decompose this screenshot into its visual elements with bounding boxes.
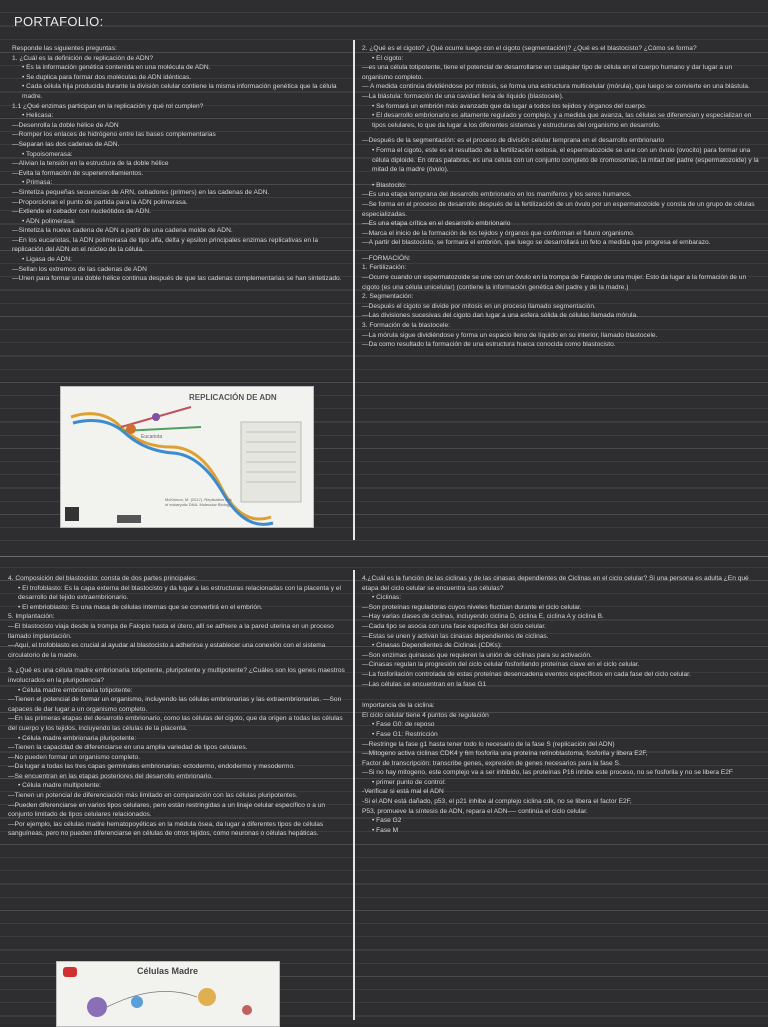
text-line: —Ocurre cuando un espermatozoide se une con un óvulo en la trompa de Falopio de una mujer. Esto da lugar a la formación de un cigoto (es una célula unicelular) (contiene la información genética del padre y de la madre.)	[362, 274, 747, 291]
text-line: • Fase M	[372, 826, 399, 834]
text-line: 4. Composición del blastocisto: consta de dos partes principales:	[8, 575, 198, 582]
text-line: —En las primeras etapas del desarrollo embrionario, como las células del cigoto, que da origen a todas las células del cuerpo y los tejidos, incluyendo las células de la placenta.	[8, 715, 343, 732]
text-line: —Se forma en el proceso de desarrollo después de la fertilización de un óvulo por un espermatozoide y consta de un grupo de células especializadas.	[362, 200, 755, 218]
question-4-right-block	[362, 574, 762, 835]
text-line: 2. Segmentación:	[362, 293, 414, 301]
text-line: —Es una etapa temprana del desarrollo embrionario en los mamíferos y los seres humanos.	[362, 191, 632, 199]
text-line: • Fase G1: Restricción	[372, 730, 438, 738]
question-1-lines	[12, 54, 348, 284]
text-line: • Helicasa:	[22, 112, 54, 120]
text-line: — A medida continúa dividiéndose por mitosis, se forma una estructura multicelular (mórula), que luego se convierte en una blástula.	[362, 83, 750, 91]
text-line: —El blastocisto viaja desde la trompa de Falopio hasta el útero, allí se adhiere a la pared uterina en un proceso llamado implantación.	[8, 622, 334, 640]
text-line: 3. ¿Qué es una célula madre embrionaria totipotente, pluripotente y multipotente? ¿Cuáles son los genes maestros involucrados en la pluripotencia?	[8, 667, 345, 684]
text-line: • El cigoto:	[372, 54, 404, 62]
text-line: • Se formará un embrión más avanzado que da lugar a todos los tejidos y órganos del cuerpo.	[372, 102, 647, 110]
dna-replication-figure	[60, 386, 314, 528]
text-line: —Pueden diferenciarse en varios tipos celulares, pero están restringidas a un linaje celular específico o a un conjunto limitado de tipos celulares relacionados.	[8, 801, 326, 819]
text-line: —Mitogeno activa ciclinas CDK4 y 6m fosforila una proteína retinoblastoma, fosforila y libera E2F,	[362, 750, 648, 758]
text-line: —Tienen la capacidad de diferenciarse en una amplia variedad de tipos celulares.	[8, 744, 248, 752]
figure-title: REPLICACIÓN DE ADN	[189, 393, 277, 402]
question-4-right-lines	[362, 574, 762, 835]
question-4-left-block	[8, 574, 348, 839]
text-line: • Célula madre multipotente:	[18, 782, 101, 790]
text-line: • Blastocito:	[372, 181, 407, 189]
text-line: —FORMACIÓN:	[362, 254, 411, 262]
text-line: • El trofoblasto: Es la capa externa del blastocisto y da lugar a las estructuras relacionadas con la placenta y el desarrollo del tejido extraembrionario.	[18, 584, 342, 602]
text-line: • Célula madre embrionaria totipotente:	[18, 686, 133, 694]
text-line: —La mórula sigue dividiéndose y forma un espacio lleno de líquido en su interior, llamado blastocele.	[362, 331, 658, 339]
text-line: 3. Formación de la blastocele:	[362, 322, 450, 330]
text-line: —La blástula: formación de una cavidad llena de líquido (blastocele).	[362, 92, 564, 100]
text-line: —Después el cigoto se divide por mitosis en un proceso llamado segmentación.	[362, 302, 596, 310]
text-line: 4.¿Cuál es la función de las ciclinas y de las cinasas dependientes de Ciclinas en el ciclo celular? Si una persona es adulta ¿En qué etapa del ciclo celular se encuentra sus células?	[362, 575, 749, 592]
text-line: —Da lugar a todas las tres capas germinales embrionarias: ectodermo, endodermo y mesodermo.	[8, 763, 295, 771]
text-line: —Sintetiza la nueva cadena de ADN a partir de una cadena molde de ADN.	[12, 227, 233, 235]
question-4-left-lines	[8, 574, 348, 839]
text-line: • Primasa:	[22, 179, 53, 187]
text-line: • Forma el cigoto, este es el resultado de la fertilización exitosa, el espermatozoide se une con un óvulo (ovocito) para formar una célula diploide. En otras palabras, es una célula con un conjunto completo de cromosomas, la mitad del padre (espermatozoide) y la mitad de la madre (óvulo).	[372, 146, 759, 174]
text-line: —Sintetiza pequeñas secuencias de ARN, cebadores (primers) en las cadenas de ADN.	[12, 188, 270, 196]
text-line: Factor de transcripción: transcribe genes, expresión de genes necesarios para la fase S.	[362, 759, 621, 767]
column-divider-bottom	[353, 570, 355, 1020]
text-line: -Si el ADN está dañado, p53, el p21 inhibe al complejo ciclina cdk, no se libera el factor E2F,	[362, 798, 632, 806]
text-line: —Aquí, el trofoblasto es crucial al ayudar al blastocisto a adherirse y establecer una conexión con el sistema circulatorio de la madre.	[8, 642, 326, 659]
text-line: —Separan las dos cadenas de ADN.	[12, 140, 120, 148]
text-line: • Ligasa de ADN:	[22, 256, 72, 264]
text-line: Importancia de la ciclina:	[362, 702, 435, 710]
text-line: • Topoisomerasa:	[22, 150, 73, 158]
text-line: —Romper los enlaces de hidrógeno entre las bases complementarias	[12, 131, 216, 139]
text-line: —Da como resultado la formación de una estructura hueca conocida como blastocisto.	[362, 341, 616, 349]
section-gap	[0, 548, 768, 562]
text-line: —Son proteínas reguladoras cuyos niveles fluctúan durante el ciclo celular.	[362, 603, 582, 611]
text-line: —Hay varias clases de ciclinas, incluyendo ciclina D, ciclina E, ciclina A y ciclina B.	[362, 613, 604, 621]
text-line: —Tienen un potencial de diferenciación más limitado en comparación con las células pluripotentes.	[8, 792, 298, 800]
text-line: 5. Implantación:	[8, 613, 55, 621]
text-line: —es una célula totipotente, tiene el potencial de desarrollarse en cualquier tipo de célula en el cuerpo humano y dar lugar a un organismo completo.	[362, 64, 733, 81]
text-line: —Desenrolla la doble hélice de ADN	[12, 121, 119, 129]
text-line: 1. ¿Cuál es la definición de replicación de ADN?	[12, 54, 154, 62]
figure-caption: McKinnon, M. (2017). Replication fork of eukaryotic DNA. Molecular Biology.	[165, 497, 232, 507]
stem-cell-diagram	[57, 962, 279, 1026]
text-line: —Si no hay mitogeno, este complejo va a ser inhibido, las proteínas P16 inhibe este proceso, no se fosforila y no se libera E2F	[362, 769, 733, 777]
text-line: • Fase G2	[372, 817, 402, 825]
text-line: —La fosforilación controlada de estas proteínas desencadena eventos específicos en cada fase del ciclo celular.	[362, 670, 691, 678]
text-line: • Célula madre embrionaria pluripotente:	[18, 734, 137, 742]
question-1-block	[12, 44, 348, 284]
section-divider	[0, 556, 768, 557]
text-line: P53, promueve la síntesis de ADN, repara el ADN—- continúa el ciclo celular.	[362, 807, 588, 815]
text-line: —No pueden formar un organismo completo.	[8, 753, 140, 761]
page-title: PORTAFOLIO:	[14, 14, 104, 29]
text-line: • Es la información genética contenida en una molécula de ADN.	[22, 64, 211, 72]
figure-label: Eucariota	[141, 434, 163, 440]
text-line: —Restringe la fase g1 hasta tener todo lo necesario de la fase S (replicación del ADN)	[362, 740, 615, 748]
text-line: —Unen para formar una doble hélice continua después de que las cadenas complementarias se han sintetizado.	[12, 275, 342, 283]
text-line: —Por ejemplo, las células madre hematopoyéticas en la médula ósea, da lugar a diferentes tipos de células sanguíneas, pero no pueden diferenciarse en células de otros tejidos, como neuronas o células hepáticas.	[8, 820, 324, 838]
text-line: 1.1 ¿Qué enzimas participan en la replicación y qué rol cumplen?	[12, 102, 204, 110]
text-line: —Estas se unen y activan las cinasas dependientes de ciclinas.	[362, 632, 549, 640]
text-line: —Cada tipo se asocia con una fase específica del ciclo celular.	[362, 622, 546, 630]
text-line: -Verificar si está mal el ADN	[362, 788, 444, 796]
text-line: —Sellan los extremos de las cadenas de ADN	[12, 265, 147, 273]
text-line: —Las divisiones sucesivas del cigoto dan lugar a una esfera sólida de células llamada mórula.	[362, 312, 638, 320]
figure-title: Células Madre	[137, 966, 199, 976]
text-line: • El embrioblasto: Es una masa de células internas que se convertirá en el embrión.	[18, 603, 263, 611]
text-line: • ADN polimerasa:	[22, 217, 76, 225]
text-line: —Marca el inicio de la formación de los tejidos y órganos que conforman el futuro organismo.	[362, 229, 635, 237]
text-line: • Cinasas Dependientes de Ciclinas (CDKs):	[372, 642, 502, 650]
text-line: —Cinasas regulan la progresión del ciclo celular fosforilando proteínas clave en el ciclo celular.	[362, 661, 640, 669]
text-line: —En los eucariotas, la ADN polimerasa de tipo alfa, delta y epsilon principales enzimas replicativas en la replicación del ADN en el núcleo de la célula.	[12, 236, 319, 254]
text-line: • primer punto de control:	[372, 778, 446, 786]
text-line: 2. ¿Qué es el cigoto? ¿Qué ocurre luego con el cigoto (segmentación)? ¿Qué es el blastocisto? ¿Cómo se forma?	[362, 45, 697, 52]
text-line: • Ciclinas:	[372, 594, 402, 602]
text-line: • Se duplica para formar dos moléculas de ADN idénticas.	[22, 73, 192, 81]
stem-cell-figure	[56, 961, 280, 1027]
text-line: • Fase G0: de reposo	[372, 721, 435, 729]
text-line: —Tienen el potencial de formar un organismo, incluyendo las células embrionarias y las extraembrionarias. —Son capaces de dar lugar a un organismo completo.	[8, 696, 342, 713]
text-line: 1. Fertilización:	[362, 264, 407, 272]
text-line: —Alivian la tensión en la estructura de la doble hélice	[12, 160, 169, 168]
intro-text: Responde las siguientes preguntas:	[12, 45, 117, 52]
text-line: —Se encuentran en las etapas posteriores del desarrollo embrionario.	[8, 772, 213, 780]
text-line: —Las células se encuentran en la fase G1	[362, 680, 487, 688]
text-line: —A partir del blastocisto, se formará el embrión, que luego se desarrollará un feto a medida que progresa el embarazo.	[362, 239, 711, 247]
column-divider-top	[353, 40, 355, 540]
question-2-lines	[362, 44, 762, 350]
text-line: • El desarrollo embrionario es altamente regulado y complejo, y a medida que avanza, las células se diferencian y especializan en tipos celulares, lo que da lugar a los diferentes sistemas y estructuras del organismo en desarrollo.	[372, 112, 752, 129]
text-line: —Evita la formación de superenrollamientos.	[12, 169, 144, 177]
text-line: • Cada célula hija producida durante la división celular contiene la misma información genética que la célula madre.	[22, 83, 337, 100]
text-line: —Es una etapa crítica en el desarrollo embrionario	[362, 220, 511, 228]
text-line: El ciclo celular tiene 4 puntos de regulación	[362, 711, 489, 719]
text-line: —Proporcionan el punto de partida para la ADN polimerasa.	[12, 198, 188, 206]
text-line: —Después de la segmentación: es el proceso de división celular temprana en el desarrollo embrionario	[362, 137, 665, 145]
question-2-block	[362, 44, 762, 350]
text-line: —Extiende el cebador con nucleótidos de ADN.	[12, 208, 151, 216]
text-line: —Son enzimas quinasas que requieren la unión de ciclinas para su activación.	[362, 651, 592, 659]
